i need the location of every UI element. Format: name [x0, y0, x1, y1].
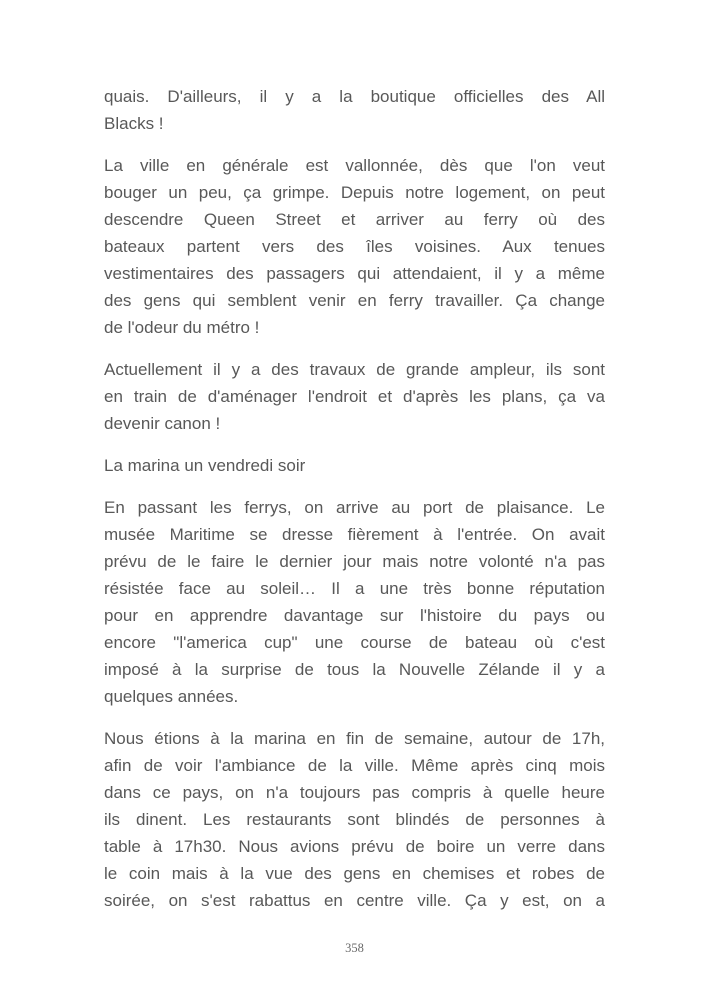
text-line: descendre Queen Street et arriver au ferry où des	[104, 210, 605, 229]
text-line: Nous étions à la marina en fin de semaine, autour de 17h,	[104, 729, 605, 748]
text-line: quais. D'ailleurs, il y a la boutique officielles des All	[104, 87, 605, 106]
text-line: encore "l'america cup" une course de bateau où c'est	[104, 633, 605, 652]
text-line: bouger un peu, ça grimpe. Depuis notre logement, on peut	[104, 183, 605, 202]
text-line: le coin mais à la vue des gens en chemises et robes de	[104, 864, 605, 883]
text-line: En passant les ferrys, on arrive au port de plaisance. Le	[104, 498, 605, 517]
text-line: pour en apprendre davantage sur l'histoire du pays ou	[104, 606, 605, 625]
text-line: devenir canon !	[104, 414, 221, 433]
text-line: prévu de le faire le dernier jour mais notre volonté n'a pas	[104, 552, 605, 571]
paragraph-5	[104, 494, 605, 710]
text-line: résistée face au soleil… Il a une très bonne réputation	[104, 579, 605, 598]
paragraph-3	[104, 356, 605, 437]
text-line: Blacks !	[104, 114, 164, 133]
text-line: bateaux partent vers des îles voisines. Aux tenues	[104, 237, 605, 256]
paragraph-6	[104, 725, 605, 914]
text-line: Actuellement il y a des travaux de grande ampleur, ils sont	[104, 360, 605, 379]
text-line: dans ce pays, on n'a toujours pas compris à quelle heure	[104, 783, 605, 802]
paragraph-4	[104, 452, 605, 479]
paragraph-2	[104, 152, 605, 341]
paragraph-1	[104, 83, 605, 137]
text-line: musée Maritime se dresse fièrement à l'entrée. On avait	[104, 525, 605, 544]
text-line: soirée, on s'est rabattus en centre ville. Ça y est, on a	[104, 891, 605, 910]
text-line: imposé à la surprise de tous la Nouvelle Zélande il y a	[104, 660, 605, 679]
text-line: La marina un vendredi soir	[104, 456, 306, 475]
text-line: de l'odeur du métro !	[104, 318, 260, 337]
text-line: vestimentaires des passagers qui attendaient, il y a même	[104, 264, 605, 283]
text-line: table à 17h30. Nous avions prévu de boire un verre dans	[104, 837, 605, 856]
text-line: en train de d'aménager l'endroit et d'après les plans, ça va	[104, 387, 605, 406]
text-line: ils dinent. Les restaurants sont blindés de personnes à	[104, 810, 605, 829]
page-text	[104, 83, 605, 914]
text-line: La ville en générale est vallonnée, dès que l'on veut	[104, 156, 605, 175]
text-line: afin de voir l'ambiance de la ville. Même après cinq mois	[104, 756, 605, 775]
text-line: quelques années.	[104, 687, 239, 706]
text-line: des gens qui semblent venir en ferry travailler. Ça change	[104, 291, 605, 310]
page-number: 358	[345, 941, 364, 955]
